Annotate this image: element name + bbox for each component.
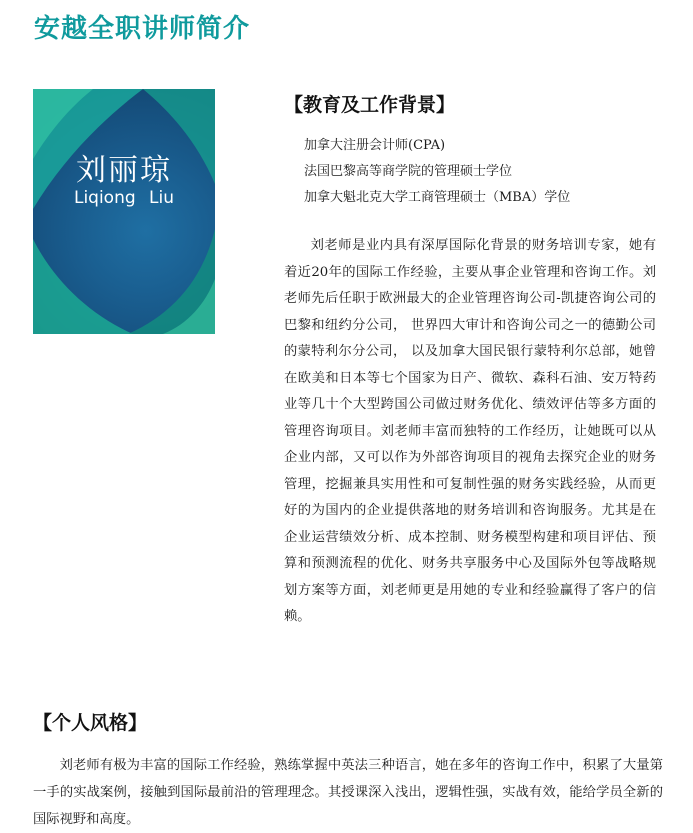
instructor-name-cn: 刘丽琼 — [76, 153, 172, 188]
education-item: 法国巴黎高等商学院的管理硕士学位 — [304, 164, 513, 179]
biography-paragraph: 刘老师是业内具有深厚国际化背景的财务培训专家，她有着近20年的国际工作经验，主要从事企业管理和咨询工作。刘老师先后任职于欧洲最大的企业管理咨询公司-凯捷咨询公司的巴黎和纽约分公司， 世界四大审计和咨询公司之一的德勤公司的蒙特利尔分公司， 以及加拿大国民银行蒙特利尔总部，她曾在欧美和日本等七个国家为日产、微软、森科石油、安万特药业等几十个大型跨国公司做过财务优化、绩效评估等多方面的管理咨询项目。刘老师丰富而独特的工作经历，让她既可以从企业内部，又可以作为外部咨询项目的视角去探究企业的财务管理，挖掘兼具实用性和可复制性强的财务实践经验，从而更好的为国内的企业提供落地的财务培训和咨询服务。尤其是在企业运营绩效分析、成本控制、财务模型构建和项目评估、预算和预测流程的优化、财务共享服务中心及国际外包等战略规划方案等方面，刘老师更是用她的专业和经验赢得了客户的信赖。 — [284, 238, 656, 624]
card-decoration — [33, 89, 215, 334]
education-list — [304, 133, 570, 211]
education-item: 加拿大注册会计师(CPA) — [304, 138, 446, 153]
page-title: 安越全职讲师简介 — [34, 14, 251, 44]
instructor-name-en: Liqiong Liu — [73, 188, 175, 208]
education-heading: 【教育及工作背景】 — [284, 94, 456, 116]
instructor-card — [33, 89, 215, 334]
personal-style-heading: 【个人风格】 — [33, 712, 148, 734]
personal-style-paragraph: 刘老师有极为丰富的国际工作经验，熟练掌握中英法三种语言，她在多年的咨询工作中，积累了大量第一手的实战案例，接触到国际最前沿的管理理念。其授课深入浅出，逻辑性强，实战有效，能给学员全新的国际视野和高度。 — [33, 758, 663, 827]
education-item: 加拿大魁北克大学工商管理硕士（MBA）学位 — [304, 190, 571, 205]
